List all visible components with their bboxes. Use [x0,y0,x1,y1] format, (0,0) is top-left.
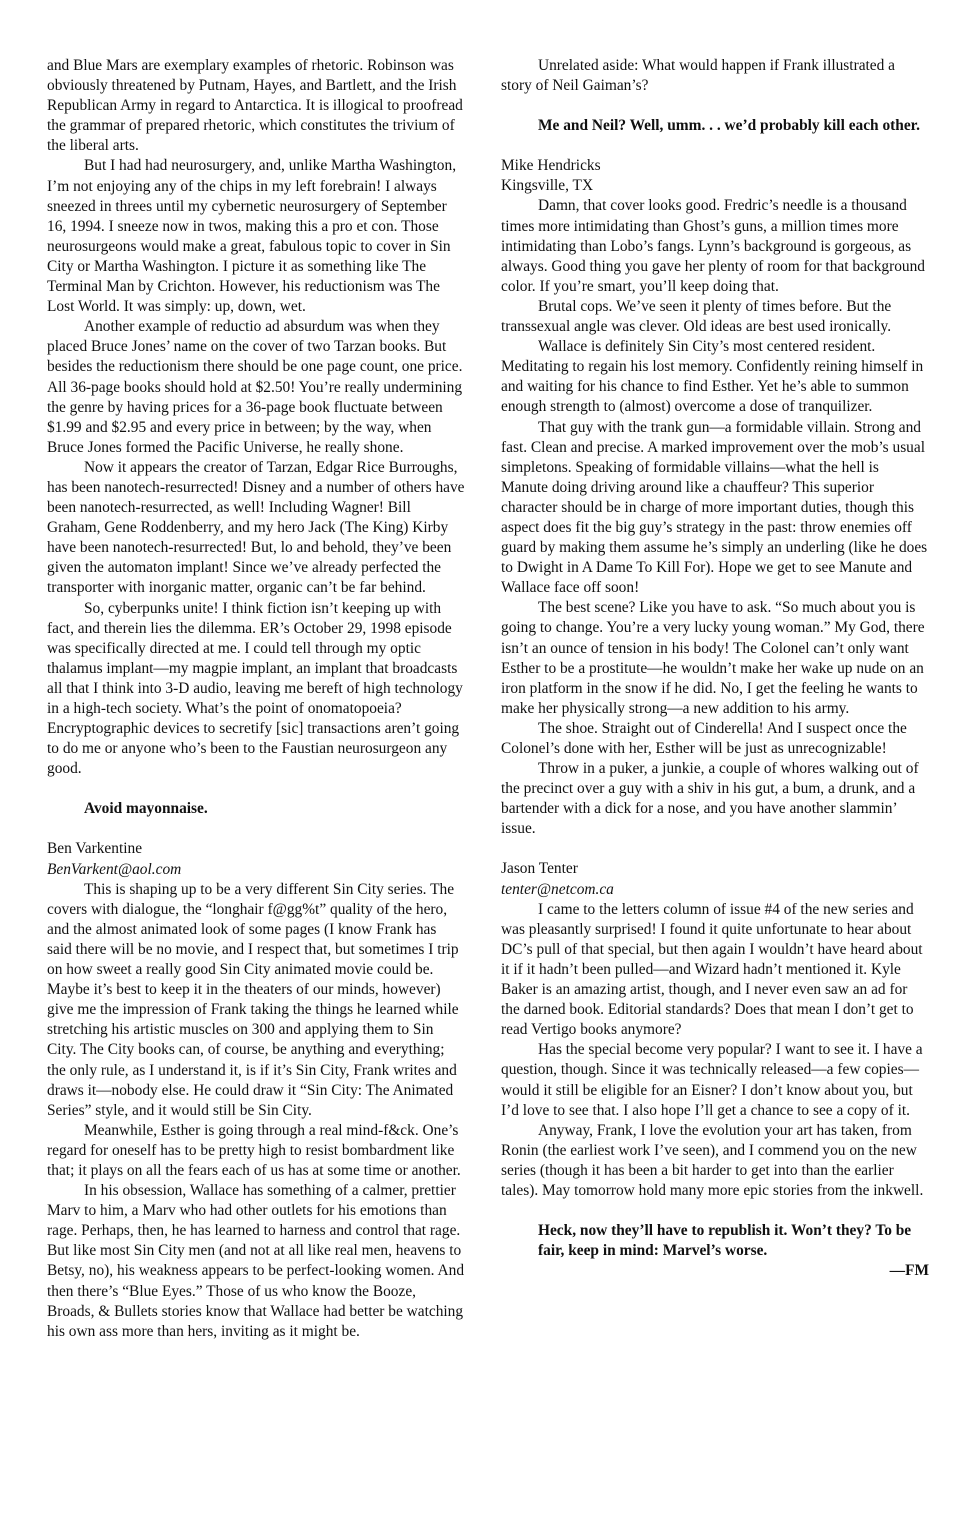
letter-paragraph: and Blue Mars are exemplary examples of rhetoric. Robinson was obviously threatened by Putnam, Hayes, and Bartlett, and the Irish Republican Army in regard to Antarctica. It is illogical to proofread the grammar of prepared rhetoric, which constitutes the trivium of the liberal arts. [47,57,463,155]
letter-paragraph: In his obsession, Wallace has something of a calmer, prettier Marv to him, a Marv who had other outlets for his emotions than rage. Perhaps, then, he has learned to harness and control that rage. But like most Sin City men (and not at all like real men, heavens to Betsy, no), his weakness appears to be perfect-looking women. And then there’s “Blue Eyes.” Those of us who know the Booze, Broads, & Bullets stories know that Wallace had better be watching his own ass more than hers, inviting as it might be. [47,1182,465,1340]
letter-author-email: BenVarkent@aol.com [47,860,182,878]
letter-paragraph: I came to the letters column of issue #4 of the new series and was pleasantly surprised! I found it quite unfortunate to hear about DC’s pull of that special, but then again I wouldn’t have heard about it if it hadn’t been pulled—and Wizard hadn’t mentioned it. Kyle Baker is an amazing artist, though, and I never even saw an ad for the darned book. Editorial standards? Does that mean I don’t get to read Vertigo books anymore? [501,900,923,1039]
spacer [501,1201,929,1221]
letter-author-name: Mike Hendricks [501,157,601,175]
letter-paragraph: This is shaping up to be a very different Sin City series. The covers with dialogue, the “longhair f@gg%t” quality of the hero, and the almost animated look of some pages (I know Frank has said there will be no movie, and I respect that, but sometimes I trip on how sweet a really good Sin City animated movie could be. Maybe it’s best to keep it in the theaters of our minds, however) give me the impression of Frank taking the things he learned while stretching his artistic muscles on 300 and applying them to Sin City. The City books can, of course, be anything and everything; the only rule, as I understand it, is if it’s Sin City, Frank writes and draws it—nobody else. He could draw it “Sin City: The Animated Series” style, and it would still be Sin City. [47,880,459,1119]
letter-author-email: tenter@netcom.ca [501,880,614,898]
letter-paragraph: But I had had neurosurgery, and, unlike Martha Washington, I’m not enjoying any of the chips in my left forebrain! I always sneezed in threes until my cybernetic neurosurgery of September 16, 1994. I sneeze now in twos, making this a pro et con. Those neurosurgeons would make a great, fabulous topic to cover in Sin City or Martha Washington. I picture it as something like The Terminal Man by Crichton. However, his reductionism was The Lost World. It was simply: up, down, wet. [47,157,457,316]
letter-paragraph: Throw in a puker, a junkie, a couple of whores walking out of the precinct over a guy with a shiv in his gut, a bum, a drunk, and a bartender with a dick for a nose, and you have another slammin’ issue. [501,760,919,838]
letter-paragraph: Damn, that cover looks good. Fredric’s needle is a thousand times more intimidating than Ghost’s guns, a million times more intimidating than Lobo’s fangs. Lynn’s background is gorgeous, as always. Good thing you gave her plenty of room for that background color. If you’re smart, you’ll keep doing that. [501,197,925,295]
editor-reply: Me and Neil? Well, umm. . . we’d probably kill each other. [538,117,920,135]
letter-author-name: Jason Tenter [501,860,578,878]
letter-paragraph: Anyway, Frank, I love the evolution your art has taken, from Ronin (the earliest work I’ve seen), and I commend you on the new series (though it has been a bit harder to get into than the earlier tales). May tomorrow hold many more epic stories from the inkwell. [501,1121,924,1199]
letter-paragraph: Another example of reductio ad absurdum was when they placed Bruce Jones’ name on the cover of two Tarzan books. But besides the reductionism there should be one page count, one price. All 36-page books should hold at $2.50! You’re really undermining the genre by having prices for a 36-page book fluctuate between $1.99 and $2.95 and every price in between; by the way, when Bruce Jones formed the Pacific Universe, he really shone. [47,318,463,456]
letter-paragraph: That guy with the trank gun—a formidable villain. Strong and fast. Clean and precise. A marked improvement over the mob’s usual simpletons. Speaking of formidable villains—what the hell is Manute doing driving around like a chauffeur? This superior character should be in charge of more important duties, though this aspect does fit the big guy’s strategy in the past: throw enemies off guard by making them assume he’s simply an underling (like he does to Dwight in A Dame To Kill For). Hope we get to see Manute and Wallace face off soon! [501,418,928,597]
letter-paragraph: Unrelated aside: What would happen if Frank illustrated a story of Neil Gaiman’s? [501,57,896,95]
spacer [47,819,465,839]
editor-reply: Heck, now they’ll have to republish it. Won’t they? To be fair, keep in mind: Marvel’s worse. [538,1222,912,1260]
letter-paragraph: Now it appears the creator of Tarzan, Edgar Rice Burroughs, has been nanotech-resurrected! Disney and a number of others have been nanotech-resurrected, as well! Including Wagner! Bill Graham, Gene Roddenberry, and my hero Jack (The King) Kirby have been nanotech-resurrected! But, lo and behold, they’ve been given the automaton implant! Since we’ve already perfected the transporter with inorganic matter, organic can’t be far behind. [47,458,465,597]
right-column [501,56,929,1281]
spacer [47,779,465,799]
spacer [501,839,929,859]
letter-paragraph: Meanwhile, Esther is going through a real mind-f&ck. One’s regard for oneself has to be pretty high to resist bombardment like that; it plays on all the fears each of us has at some time or another. [47,1121,461,1179]
spacer [501,136,929,156]
letter-paragraph: The shoe. Straight out of Cinderella! And I suspect once the Colonel’s done with her, Esther will be just as unrecognizable! [501,719,907,757]
letter-author-name: Ben Varkentine [47,840,143,858]
letter-paragraph: Wallace is definitely Sin City’s most centered resident. Meditating to regain his lost memory. Confidently reining himself in and waiting for his chance to find Esther. Yet he’s able to summon enough strength to (almost) overcome a dose of tranquilizer. [501,338,924,416]
spacer [501,96,929,116]
letter-paragraph: So, cyberpunks unite! I think fiction isn’t keeping up with fact, and therein lies the dilemma. ER’s October 29, 1998 episode was specifically directed at me. I could tell through my optic thalamus implant—my magpie implant, an implant that broadcasts all that I think into 3-D audio, leaving me bereft of high technology in a high-tech society. What’s the point of onomatopoeia? Encryptographic devices to secretify [sic] transactions aren’t going to do me or anyone who’s been to the Faustian neurosurgeon any good. [47,599,463,778]
letter-author-location: Kingsville, TX [501,177,594,195]
editor-signature: —FM [889,1262,929,1280]
editor-reply: Avoid mayonnaise. [84,800,208,818]
left-column [47,56,465,1342]
letter-paragraph: The best scene? Like you have to ask. “So much about you is going to change. You’re a very lucky young woman.” My God, there isn’t an ounce of tension in his body! The Colonel can’t only want Esther to be a prostitute—he wouldn’t make her wake up nude on an iron platform in the snow if he did. No, I get the feeling he wants to make her physically strong—a new addition to his army. [501,599,925,717]
letter-paragraph: Has the special become very popular? I want to see it. I have a question, though. Since it was technically released—a few copies—would it still be eligible for an Eisner? I don’t know about you, but I’d love to see that. I also hope I’ll get a chance to see a copy of it. [501,1041,923,1119]
letter-paragraph: Brutal cops. We’ve seen it plenty of times before. But the transsexual angle was clever. Old ideas are best used ironically. [501,297,892,336]
